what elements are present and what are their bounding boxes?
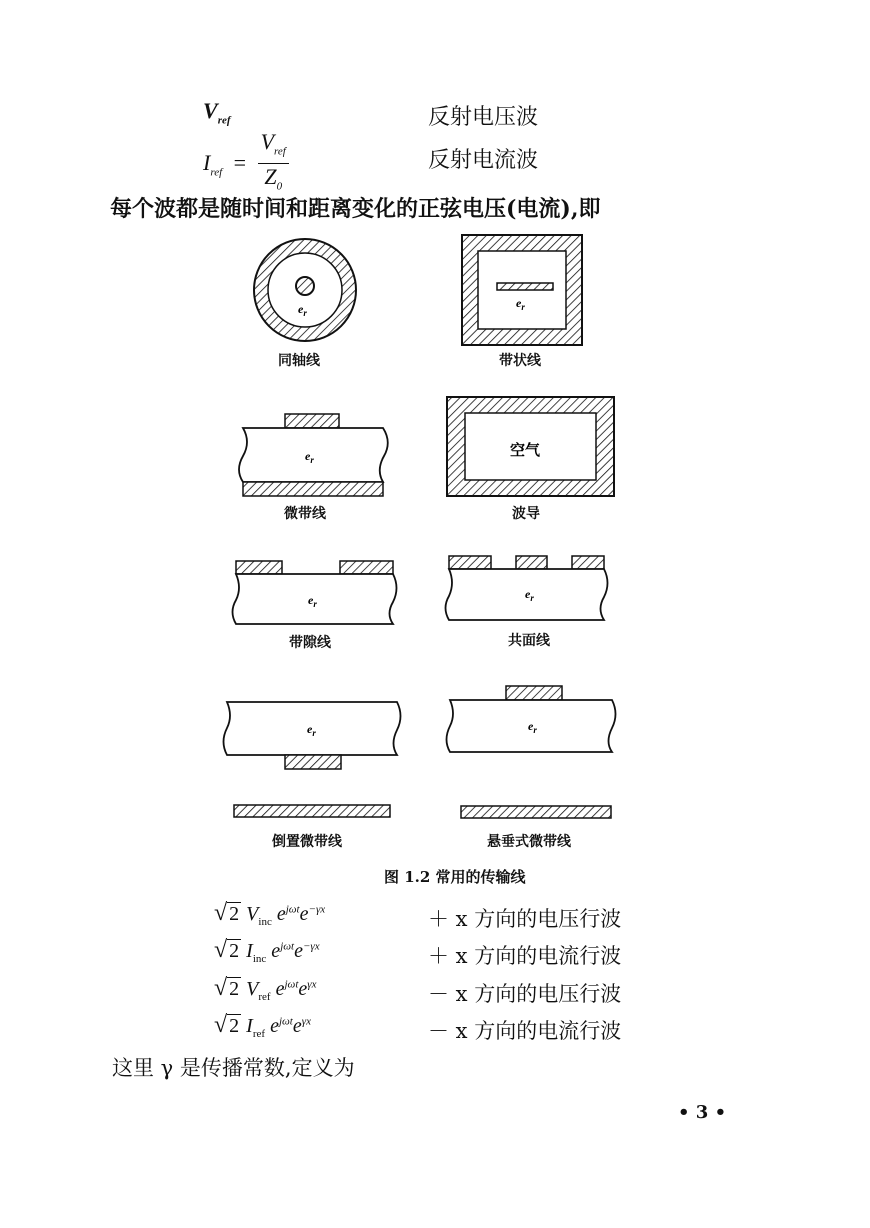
intro-text: 每个波都是随时间和距离变化的正弦电压(电流),即 bbox=[110, 196, 601, 222]
vref-symbol: $V_{ref}$ bbox=[203, 98, 231, 127]
microstrip-symbol: $e_r$ bbox=[305, 449, 314, 465]
iref-equation: $I_{ref}$ = $\frac{V_{ref}}{Z_0}$ bbox=[203, 130, 289, 200]
stripline-drawing bbox=[462, 235, 582, 345]
caption-coplanar: 共面线 bbox=[508, 633, 550, 649]
coplanar-symbol: $e_r$ bbox=[525, 587, 534, 603]
suspended-microstrip-drawing bbox=[447, 686, 616, 818]
caption-waveguide: 波导 bbox=[512, 506, 540, 522]
waveguide-drawing bbox=[447, 397, 614, 496]
equation-row: √ 2 $V_{ref}$ $e^{j\omega t}e^{\gamma x}$ bbox=[214, 975, 317, 1003]
coax-symbol: $e_r$ bbox=[298, 302, 307, 318]
equation-row: √ 2 $I_{inc}$ $e^{j\omega t}e^{-\gamma x}$ bbox=[214, 937, 320, 965]
permittivity-subscript: r bbox=[530, 593, 534, 603]
inverted-symbol: $e_r$ bbox=[307, 722, 316, 738]
permittivity-subscript: r bbox=[533, 725, 537, 735]
coplanar-drawing bbox=[446, 556, 608, 620]
caption-stripline: 带状线 bbox=[499, 353, 541, 369]
permittivity-subscript: r bbox=[312, 728, 316, 738]
permittivity-subscript: r bbox=[313, 599, 317, 609]
slotline-symbol: $e_r$ bbox=[308, 593, 317, 609]
permittivity-subscript: r bbox=[521, 302, 525, 312]
caption-inverted-microstrip: 倒置微带线 bbox=[272, 834, 342, 850]
caption-slotline: 带隙线 bbox=[289, 635, 331, 651]
equation-description: － x 方向的电流行波 bbox=[428, 1019, 622, 1043]
equation-row: √ 2 $V_{inc}$ $e^{j\omega t}e^{-\gamma x}$ bbox=[214, 900, 326, 928]
permittivity-subscript: r bbox=[303, 308, 307, 318]
inverted-microstrip-drawing bbox=[224, 702, 401, 817]
caption-microstrip: 微带线 bbox=[284, 506, 326, 522]
page-number: • 3 • bbox=[678, 1102, 727, 1123]
caption-suspended-microstrip: 悬垂式微带线 bbox=[487, 834, 571, 850]
stripline-symbol: $e_r$ bbox=[516, 296, 525, 312]
outro-text: 这里 γ 是传播常数,定义为 bbox=[112, 1056, 355, 1080]
equation-row: √ 2 $I_{ref}$ $e^{j\omega t}e^{\gamma x}$ bbox=[214, 1012, 311, 1040]
waveguide-medium: 空气 bbox=[510, 441, 541, 459]
slotline-drawing bbox=[233, 561, 397, 624]
coaxial-line-drawing bbox=[254, 239, 356, 341]
permittivity-subscript: r bbox=[310, 455, 314, 465]
equation-description: ＋ x 方向的电压行波 bbox=[428, 907, 622, 931]
equation-description: ＋ x 方向的电流行波 bbox=[428, 944, 622, 968]
vref-description: 反射电压波 bbox=[428, 105, 539, 130]
microstrip-drawing bbox=[239, 414, 388, 496]
iref-description: 反射电流波 bbox=[428, 148, 539, 173]
equation-description: － x 方向的电压行波 bbox=[428, 982, 622, 1006]
figure-title: 图 1.2 常用的传输线 bbox=[384, 868, 526, 886]
suspended-symbol: $e_r$ bbox=[528, 719, 537, 735]
caption-coaxial: 同轴线 bbox=[278, 353, 320, 369]
